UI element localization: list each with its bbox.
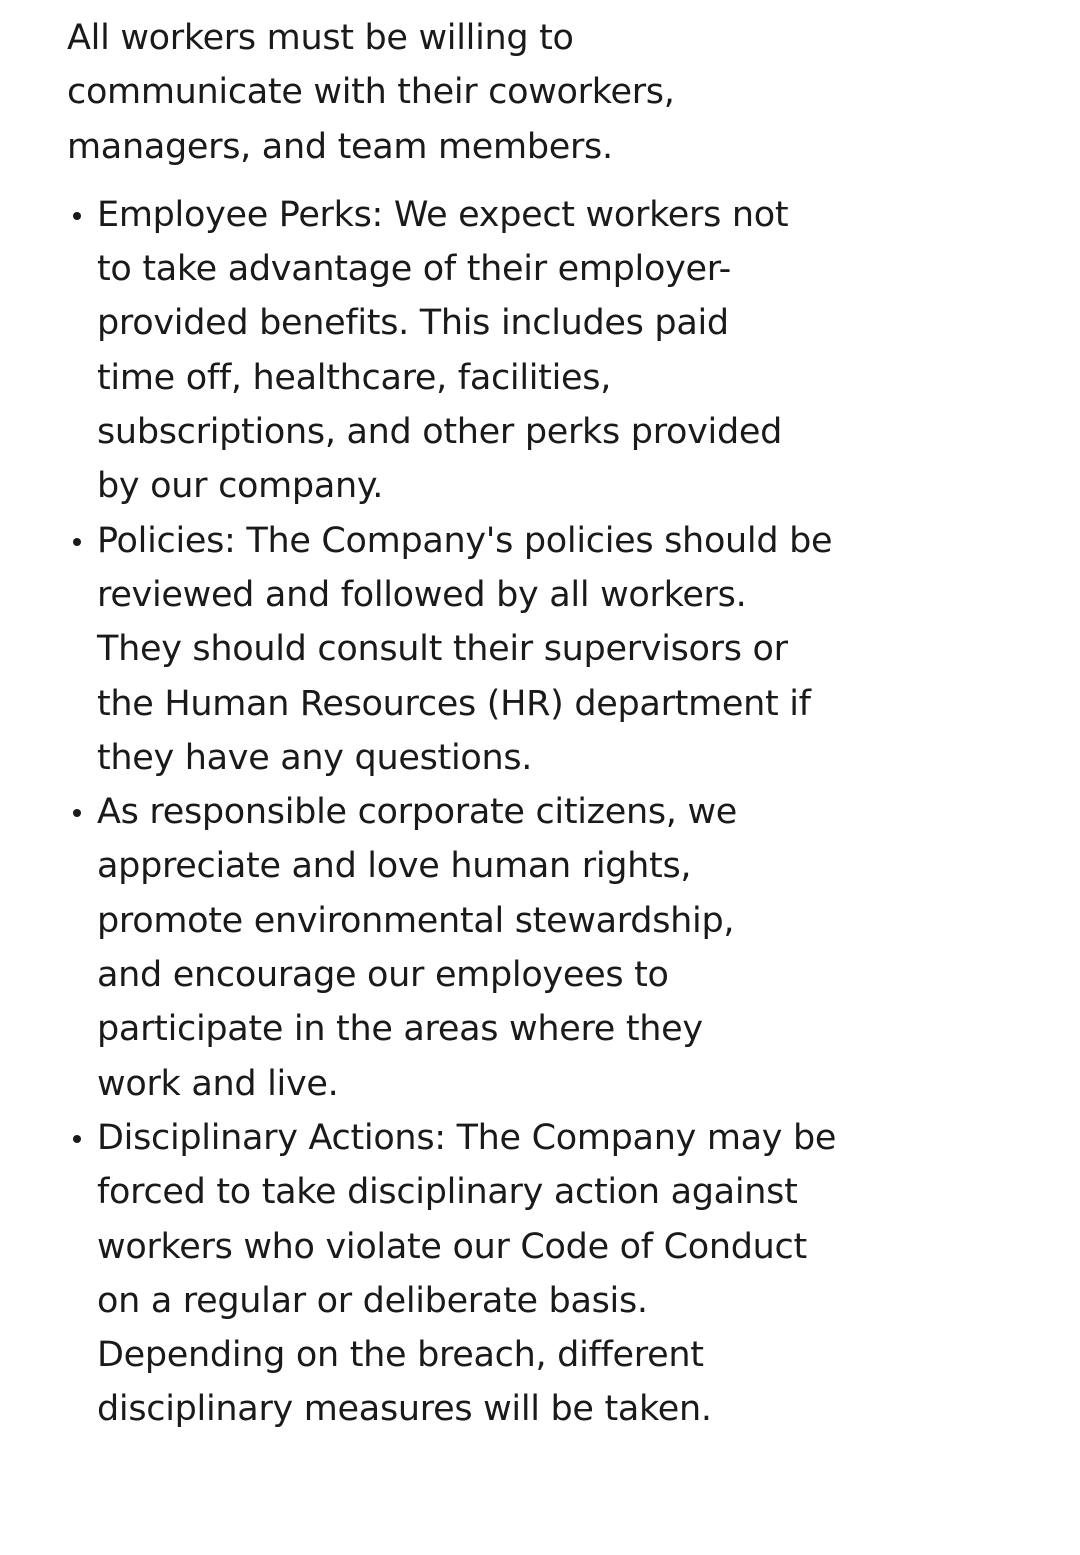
- bullet-icon: [73, 212, 81, 220]
- bullet-item-corporate-citizens: [67, 785, 837, 1111]
- bullet-item-employee-perks: [67, 188, 837, 514]
- bullet-text: Policies: The Company's policies should be reviewed and followed by all workers. They should consult their supervisors or the Human Resources (HR) department if they have any questions.: [97, 520, 833, 778]
- bullet-item-disciplinary-actions: [67, 1111, 837, 1437]
- bullet-text: As responsible corporate citizens, we appreciate and love human rights, promote environmental stewardship, and encourage our employees to participate in the areas where they work and live.: [97, 792, 738, 1104]
- bullet-icon: [73, 1135, 81, 1143]
- intro-paragraph: All workers must be willing to communicate with their coworkers, managers, and team members.: [67, 18, 675, 167]
- bullet-icon: [73, 538, 81, 546]
- bullet-list: [67, 188, 837, 1437]
- document-body: [67, 11, 837, 1437]
- bullet-icon: [73, 809, 81, 817]
- bullet-item-policies: [67, 514, 837, 785]
- bullet-text: Disciplinary Actions: The Company may be forced to take disciplinary action against workers who violate our Code of Conduct on a regular or deliberate basis. Depending on the breach, different disciplinary measures will be taken.: [97, 1117, 837, 1430]
- bullet-text: Employee Perks: We expect workers not to take advantage of their employer-provided benefits. This includes paid time off, healthcare, facilities, subscriptions, and other perks provided by our company.: [97, 194, 789, 507]
